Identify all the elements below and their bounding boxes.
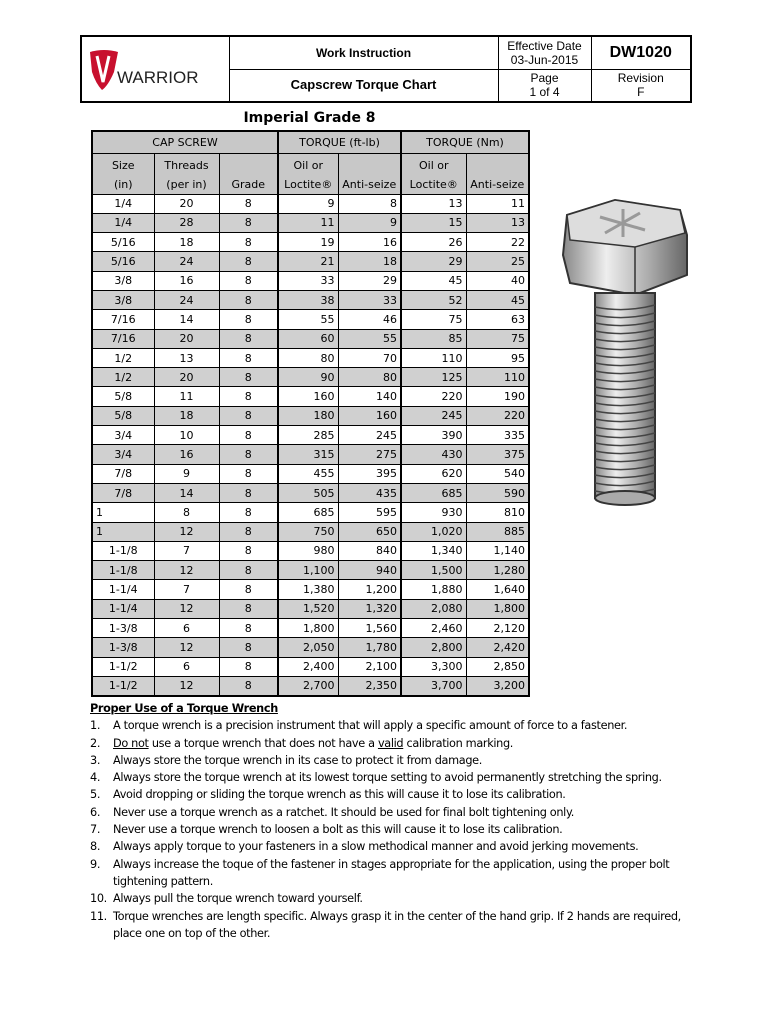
table-cell: 8 bbox=[219, 580, 278, 599]
table-row bbox=[92, 213, 529, 232]
table-cell: 2,350 bbox=[338, 676, 401, 695]
table-cell: 1,280 bbox=[466, 561, 529, 580]
table-cell: 1 bbox=[92, 503, 154, 522]
table-cell: 110 bbox=[401, 348, 466, 367]
table-cell: 220 bbox=[401, 387, 466, 406]
table-cell: 8 bbox=[219, 657, 278, 676]
table-cell: 1,880 bbox=[401, 580, 466, 599]
table-cell: 10 bbox=[154, 426, 219, 445]
table-cell: 335 bbox=[466, 426, 529, 445]
table-cell: 2,120 bbox=[466, 619, 529, 638]
table-cell: 5/8 bbox=[92, 406, 154, 425]
table-cell: 13 bbox=[401, 194, 466, 213]
table-cell: 2,800 bbox=[401, 638, 466, 657]
column-header: Anti-seize bbox=[466, 153, 529, 194]
table-cell: 8 bbox=[219, 387, 278, 406]
table-cell: 1,200 bbox=[338, 580, 401, 599]
table-cell: 1,020 bbox=[401, 522, 466, 541]
table-cell: 11 bbox=[278, 213, 338, 232]
table-row bbox=[92, 329, 529, 348]
table-cell: 1,800 bbox=[466, 599, 529, 618]
table-cell: 8 bbox=[219, 638, 278, 657]
table-cell: 12 bbox=[154, 676, 219, 695]
table-row bbox=[92, 599, 529, 618]
table-cell: 1-1/4 bbox=[92, 599, 154, 618]
table-cell: 80 bbox=[278, 348, 338, 367]
table-row bbox=[92, 233, 529, 252]
table-cell: 18 bbox=[154, 233, 219, 252]
table-cell: 540 bbox=[466, 464, 529, 483]
svg-text:WARRIOR: WARRIOR bbox=[117, 68, 199, 87]
table-cell: 29 bbox=[338, 271, 401, 290]
instructions-heading: Proper Use of a Torque Wrench bbox=[90, 702, 278, 715]
table-cell: 110 bbox=[466, 368, 529, 387]
table-cell: 20 bbox=[154, 329, 219, 348]
table-cell: 8 bbox=[219, 194, 278, 213]
table-cell: 1,380 bbox=[278, 580, 338, 599]
table-cell: 8 bbox=[219, 541, 278, 560]
table-cell: 28 bbox=[154, 213, 219, 232]
table-cell: 8 bbox=[219, 483, 278, 502]
table-cell: 26 bbox=[401, 233, 466, 252]
table-row bbox=[92, 194, 529, 213]
table-cell: 7/16 bbox=[92, 329, 154, 348]
table-cell: 13 bbox=[466, 213, 529, 232]
table-cell: 6 bbox=[154, 619, 219, 638]
table-row bbox=[92, 426, 529, 445]
bolt-illustration bbox=[555, 195, 695, 515]
table-cell: 55 bbox=[278, 310, 338, 329]
table-cell: 55 bbox=[338, 329, 401, 348]
table-cell: 1-3/8 bbox=[92, 619, 154, 638]
table-cell: 1,780 bbox=[338, 638, 401, 657]
table-cell: 3,300 bbox=[401, 657, 466, 676]
table-cell: 16 bbox=[154, 445, 219, 464]
table-row bbox=[92, 483, 529, 502]
column-header: Oil or Loctite® bbox=[278, 153, 338, 194]
table-cell: 22 bbox=[466, 233, 529, 252]
table-cell: 7/16 bbox=[92, 310, 154, 329]
table-cell: 190 bbox=[466, 387, 529, 406]
table-cell: 1,800 bbox=[278, 619, 338, 638]
table-cell: 2,700 bbox=[278, 676, 338, 695]
table-cell: 8 bbox=[219, 252, 278, 271]
group-header: CAP SCREW bbox=[92, 131, 278, 153]
table-cell: 8 bbox=[219, 426, 278, 445]
table-cell: 1,560 bbox=[338, 619, 401, 638]
table-cell: 315 bbox=[278, 445, 338, 464]
table-cell: 285 bbox=[278, 426, 338, 445]
table-cell: 14 bbox=[154, 483, 219, 502]
table-cell: 45 bbox=[466, 290, 529, 309]
table-cell: 3/8 bbox=[92, 290, 154, 309]
table-cell: 7/8 bbox=[92, 464, 154, 483]
table-cell: 24 bbox=[154, 252, 219, 271]
table-cell: 1 bbox=[92, 522, 154, 541]
table-cell: 8 bbox=[219, 464, 278, 483]
table-cell: 13 bbox=[154, 348, 219, 367]
table-cell: 5/16 bbox=[92, 233, 154, 252]
table-cell: 3,700 bbox=[401, 676, 466, 695]
instruction-item: 2. Do not use a torque wrench that does not have a valid calibration marking. bbox=[90, 736, 514, 750]
page-number: Page 1 of 4 bbox=[498, 69, 591, 102]
table-cell: 1,340 bbox=[401, 541, 466, 560]
column-header: Anti-seize bbox=[338, 153, 401, 194]
table-cell: 40 bbox=[466, 271, 529, 290]
table-cell: 46 bbox=[338, 310, 401, 329]
instruction-item: 7. Never use a torque wrench to loosen a bolt as this will cause it to lose its calibration. bbox=[90, 823, 563, 837]
table-cell: 14 bbox=[154, 310, 219, 329]
instruction-item: 3. Always store the torque wrench in its case to protect it from damage. bbox=[90, 753, 482, 767]
table-cell: 7/8 bbox=[92, 483, 154, 502]
table-cell: 9 bbox=[278, 194, 338, 213]
table-cell: 11 bbox=[466, 194, 529, 213]
table-cell: 1,100 bbox=[278, 561, 338, 580]
table-cell: 395 bbox=[338, 464, 401, 483]
table-cell: 8 bbox=[219, 445, 278, 464]
table-cell: 45 bbox=[401, 271, 466, 290]
table-cell: 1,520 bbox=[278, 599, 338, 618]
table-cell: 1-1/4 bbox=[92, 580, 154, 599]
table-cell: 1/4 bbox=[92, 213, 154, 232]
table-cell: 6 bbox=[154, 657, 219, 676]
table-row bbox=[92, 348, 529, 367]
table-row bbox=[92, 619, 529, 638]
table-cell: 21 bbox=[278, 252, 338, 271]
table-cell: 1-1/2 bbox=[92, 657, 154, 676]
table-cell: 1,500 bbox=[401, 561, 466, 580]
table-cell: 245 bbox=[401, 406, 466, 425]
table-cell: 15 bbox=[401, 213, 466, 232]
table-cell: 840 bbox=[338, 541, 401, 560]
table-cell: 7 bbox=[154, 580, 219, 599]
table-cell: 9 bbox=[338, 213, 401, 232]
table-row bbox=[92, 561, 529, 580]
table-cell: 2,850 bbox=[466, 657, 529, 676]
instruction-item: 6. Never use a torque wrench as a ratchet. It should be used for final bolt tightening only. bbox=[90, 805, 574, 819]
table-cell: 8 bbox=[219, 522, 278, 541]
table-cell: 1-3/8 bbox=[92, 638, 154, 657]
table-cell: 2,100 bbox=[338, 657, 401, 676]
table-cell: 8 bbox=[219, 290, 278, 309]
table-cell: 125 bbox=[401, 368, 466, 387]
table-cell: 3/4 bbox=[92, 426, 154, 445]
table-cell: 620 bbox=[401, 464, 466, 483]
table-row bbox=[92, 541, 529, 560]
table-cell: 1,320 bbox=[338, 599, 401, 618]
table-cell: 1/2 bbox=[92, 368, 154, 387]
table-cell: 2,080 bbox=[401, 599, 466, 618]
table-row bbox=[92, 271, 529, 290]
table-cell: 8 bbox=[219, 271, 278, 290]
table-cell: 980 bbox=[278, 541, 338, 560]
instruction-item: 9. Always increase the toque of the fastener in stages appropriate for the application, using the proper bolt tightening pattern. bbox=[90, 857, 670, 888]
table-cell: 3/8 bbox=[92, 271, 154, 290]
table-cell: 7 bbox=[154, 541, 219, 560]
table-cell: 1-1/2 bbox=[92, 676, 154, 695]
table-cell: 180 bbox=[278, 406, 338, 425]
table-row bbox=[92, 580, 529, 599]
table-cell: 505 bbox=[278, 483, 338, 502]
table-cell: 8 bbox=[219, 310, 278, 329]
table-cell: 8 bbox=[219, 561, 278, 580]
table-cell: 595 bbox=[338, 503, 401, 522]
table-cell: 5/8 bbox=[92, 387, 154, 406]
doc-number: DW1020 bbox=[591, 36, 691, 69]
table-cell: 160 bbox=[338, 406, 401, 425]
column-header: Grade bbox=[219, 153, 278, 194]
table-row bbox=[92, 368, 529, 387]
table-cell: 8 bbox=[219, 599, 278, 618]
doc-type: Work Instruction bbox=[229, 36, 498, 69]
table-cell: 20 bbox=[154, 194, 219, 213]
table-title: Imperial Grade 8 bbox=[243, 110, 376, 126]
instruction-item: 4. Always store the torque wrench at its lowest torque setting to avoid permanently stretching the spring. bbox=[90, 771, 662, 785]
table-cell: 63 bbox=[466, 310, 529, 329]
table-cell: 8 bbox=[219, 503, 278, 522]
table-cell: 940 bbox=[338, 561, 401, 580]
table-cell: 90 bbox=[278, 368, 338, 387]
table-cell: 8 bbox=[219, 368, 278, 387]
table-cell: 390 bbox=[401, 426, 466, 445]
instructions-section bbox=[90, 700, 690, 942]
table-cell: 8 bbox=[219, 213, 278, 232]
table-cell: 11 bbox=[154, 387, 219, 406]
table-cell: 140 bbox=[338, 387, 401, 406]
table-cell: 75 bbox=[401, 310, 466, 329]
table-cell: 1-1/8 bbox=[92, 561, 154, 580]
table-cell: 12 bbox=[154, 561, 219, 580]
table-cell: 885 bbox=[466, 522, 529, 541]
table-cell: 8 bbox=[219, 619, 278, 638]
table-cell: 8 bbox=[219, 406, 278, 425]
instruction-item: 1. A torque wrench is a precision instrument that will apply a specific amount of force to a fastener. bbox=[90, 719, 628, 733]
table-cell: 245 bbox=[338, 426, 401, 445]
table-cell: 8 bbox=[219, 348, 278, 367]
table-cell: 375 bbox=[466, 445, 529, 464]
table-cell: 430 bbox=[401, 445, 466, 464]
table-cell: 5/16 bbox=[92, 252, 154, 271]
table-cell: 750 bbox=[278, 522, 338, 541]
table-cell: 1,640 bbox=[466, 580, 529, 599]
table-cell: 12 bbox=[154, 522, 219, 541]
table-row bbox=[92, 522, 529, 541]
table-cell: 160 bbox=[278, 387, 338, 406]
table-cell: 685 bbox=[401, 483, 466, 502]
table-cell: 220 bbox=[466, 406, 529, 425]
table-cell: 2,420 bbox=[466, 638, 529, 657]
table-row bbox=[92, 310, 529, 329]
table-cell: 8 bbox=[219, 676, 278, 695]
table-cell: 685 bbox=[278, 503, 338, 522]
table-cell: 8 bbox=[338, 194, 401, 213]
table-cell: 52 bbox=[401, 290, 466, 309]
group-header: TORQUE (ft-lb) bbox=[278, 131, 401, 153]
table-cell: 1-1/8 bbox=[92, 541, 154, 560]
table-cell: 16 bbox=[338, 233, 401, 252]
table-cell: 8 bbox=[219, 329, 278, 348]
column-header: Oil or Loctite® bbox=[401, 153, 466, 194]
table-cell: 95 bbox=[466, 348, 529, 367]
column-header: Size (in) bbox=[92, 153, 154, 194]
table-row bbox=[92, 503, 529, 522]
torque-table bbox=[91, 130, 530, 697]
table-cell: 2,050 bbox=[278, 638, 338, 657]
table-row bbox=[92, 676, 529, 695]
table-cell: 33 bbox=[278, 271, 338, 290]
table-row bbox=[92, 252, 529, 271]
table-cell: 29 bbox=[401, 252, 466, 271]
instruction-item: 5. Avoid dropping or sliding the torque wrench as this will cause it to lose its calibration. bbox=[90, 788, 566, 802]
instruction-item: 10. Always pull the torque wrench toward yourself. bbox=[90, 892, 363, 906]
table-cell: 3,200 bbox=[466, 676, 529, 695]
table-cell: 8 bbox=[154, 503, 219, 522]
group-header: TORQUE (Nm) bbox=[401, 131, 529, 153]
table-cell: 2,400 bbox=[278, 657, 338, 676]
doc-title: Capscrew Torque Chart bbox=[229, 69, 498, 102]
table-cell: 1,140 bbox=[466, 541, 529, 560]
table-cell: 2,460 bbox=[401, 619, 466, 638]
revision: Revision F bbox=[591, 69, 691, 102]
table-row bbox=[92, 464, 529, 483]
table-cell: 70 bbox=[338, 348, 401, 367]
table-cell: 85 bbox=[401, 329, 466, 348]
table-cell: 810 bbox=[466, 503, 529, 522]
table-cell: 24 bbox=[154, 290, 219, 309]
table-row bbox=[92, 657, 529, 676]
table-cell: 75 bbox=[466, 329, 529, 348]
table-row bbox=[92, 290, 529, 309]
table-cell: 19 bbox=[278, 233, 338, 252]
table-cell: 1/2 bbox=[92, 348, 154, 367]
table-cell: 930 bbox=[401, 503, 466, 522]
table-cell: 18 bbox=[338, 252, 401, 271]
table-cell: 16 bbox=[154, 271, 219, 290]
table-cell: 8 bbox=[219, 233, 278, 252]
table-cell: 12 bbox=[154, 638, 219, 657]
instruction-item: 11. Torque wrenches are length specific. Always grasp it in the center of the hand grip. If 2 hands are required, place one on top of the other. bbox=[90, 909, 681, 940]
column-header: Threads (per in) bbox=[154, 153, 219, 194]
warrior-logo bbox=[88, 48, 223, 98]
table-cell: 455 bbox=[278, 464, 338, 483]
table-cell: 590 bbox=[466, 483, 529, 502]
instruction-item: 8. Always apply torque to your fasteners in a slow methodical manner and avoid jerking movements. bbox=[90, 840, 639, 854]
table-cell: 38 bbox=[278, 290, 338, 309]
table-cell: 3/4 bbox=[92, 445, 154, 464]
table-cell: 275 bbox=[338, 445, 401, 464]
table-row bbox=[92, 638, 529, 657]
table-cell: 650 bbox=[338, 522, 401, 541]
table-row bbox=[92, 445, 529, 464]
table-cell: 80 bbox=[338, 368, 401, 387]
table-row bbox=[92, 387, 529, 406]
table-cell: 60 bbox=[278, 329, 338, 348]
table-cell: 9 bbox=[154, 464, 219, 483]
table-cell: 20 bbox=[154, 368, 219, 387]
effective-date: Effective Date 03-Jun-2015 bbox=[498, 36, 591, 69]
table-cell: 33 bbox=[338, 290, 401, 309]
table-cell: 18 bbox=[154, 406, 219, 425]
table-cell: 12 bbox=[154, 599, 219, 618]
table-row bbox=[92, 406, 529, 425]
table-cell: 435 bbox=[338, 483, 401, 502]
table-cell: 25 bbox=[466, 252, 529, 271]
table-cell: 1/4 bbox=[92, 194, 154, 213]
